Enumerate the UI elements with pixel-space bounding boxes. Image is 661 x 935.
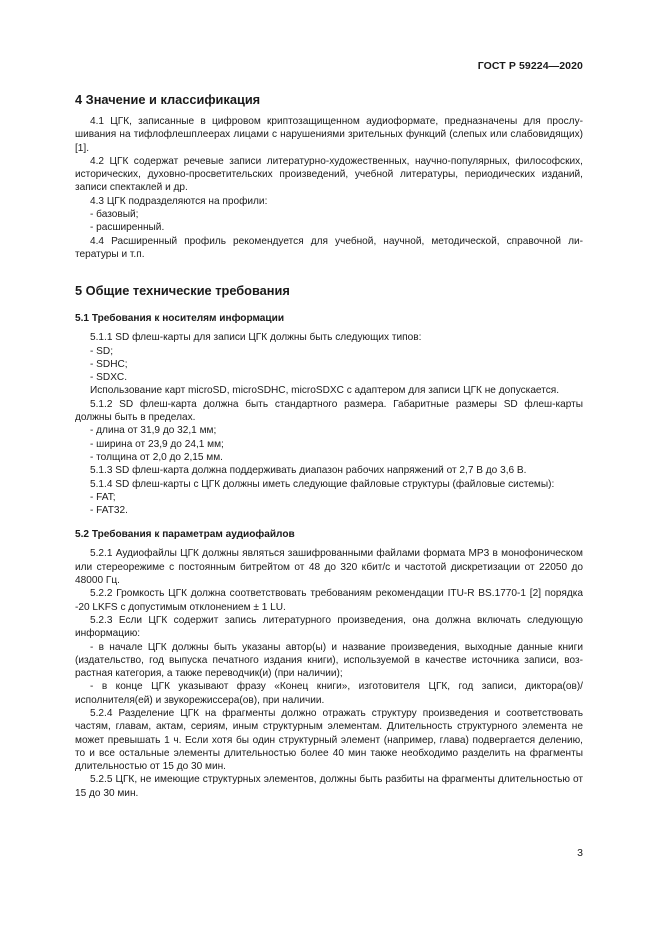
list-item: - длина от 31,9 до 32,1 мм;: [90, 425, 217, 437]
subsection-5-2-title: 5.2 Требования к параметрам аудиофайлов: [75, 529, 295, 541]
paragraph-5-1-3: 5.1.3 SD флеш-карта должна поддерживать диапазон рабочих напряжений от 2,7 В до 3,6 В.: [90, 465, 527, 477]
list-item: - SDHC;: [90, 358, 128, 370]
paragraph-4-4: 4.4 Расширенный профиль рекомендуется для учебной, научной, методической, справочной литературы и т.п.: [75, 235, 583, 260]
list-item: - расширенный.: [90, 222, 165, 234]
paragraph-5-1-1-note: Использование карт microSD, microSDHC, microSDXC с адаптером для записи ЦГК не допускается.: [90, 385, 560, 397]
list-item: - в конце ЦГК указывают фразу «Конец книги», изготовителя ЦГК, год записи, диктора(ов)/ исполнителя(ей) и звукорежиссера(ов), при наличии.: [75, 681, 583, 706]
list-item: - SDXC.: [90, 372, 128, 384]
list-item: - FAT32.: [90, 505, 128, 517]
paragraph-5-2-5: 5.2.5 ЦГК, не имеющие структурных элементов, должны быть разбиты на фрагменты длительностью от 15 до 30 мин.: [75, 774, 583, 799]
list-item: - ширина от 23,9 до 24,1 мм;: [90, 438, 224, 450]
list-item: - в начале ЦГК должны быть указаны автор(ы) и название произведения, выходные данные книги (издательство, год выпуска печатного издания книги), используемой в качестве источника записи, возрастная категория, а также переводчик(и) (при наличии);: [75, 641, 583, 680]
paragraph-5-1-1: 5.1.1 SD флеш-карты для записи ЦГК должны быть следующих типов:: [90, 332, 422, 344]
paragraph-5-1-4: 5.1.4 SD флеш-карты с ЦГК должны иметь следующие файловые структуры (файловые системы):: [90, 478, 555, 490]
paragraph-4-2: 4.2 ЦГК содержат речевые записи литературно-художественных, научно-популярных, философских, исторических, духовно-просветительских произведений, учебной литературы, периодических изданий, записи спектаклей и др.: [75, 155, 583, 194]
paragraph-5-2-3: 5.2.3 Если ЦГК содержит запись литературного произведения, она должна включать следующую информацию:: [75, 614, 583, 640]
paragraph-5-2-2: 5.2.2 Громкость ЦГК должна соответствовать требованиям рекомендации ITU-R BS.1770-1 [2] порядка -20 LKFS с допустимым отклонением ± 1 LU.: [75, 588, 583, 613]
paragraph-5-2-4: 5.2.4 Разделение ЦГК на фрагменты должно отражать структуру произведения и соответствовать частям, главам, актам, сериям, иным структурным элементам. Длительность структурного элемента не может превышать 1 ч. Если хотя бы один структурный элемент (например, глава) подвергается делению, то и все остальные элементы длительностью более 40 мин также необходимо разделить на фрагменты длительностью от 15 до 30 мин.: [75, 707, 583, 773]
section-5-title: 5 Общие технические требования: [75, 283, 290, 299]
paragraph-4-1: 4.1 ЦГК, записанные в цифровом криптозащищенном аудиоформате, предназначены для прослушивания на тифлофлешплеерах лицами с нарушениями зрительных функций (слепых или слабовидящих) [1].: [75, 116, 583, 154]
standard-number: ГОСТ Р 59224—2020: [477, 60, 583, 72]
list-item: - FAT;: [90, 491, 116, 503]
subsection-5-1-title: 5.1 Требования к носителям информации: [75, 313, 285, 325]
document-body: [75, 92, 583, 800]
section-4-title: 4 Значение и классификация: [75, 92, 261, 107]
list-item: - SD;: [90, 345, 113, 357]
paragraph-5-2-1: 5.2.1 Аудиофайлы ЦГК должны являться зашифрованными файлами формата МР3 в монофоническом или стереорежиме с постоянным битрейтом от 48 до 320 кбит/с и частотой дискретизации от 22050 до 48000 Гц.: [75, 548, 583, 587]
paragraph-4-3: 4.3 ЦГК подразделяются на профили:: [90, 195, 268, 207]
list-item: - толщина от 2,0 до 2,15 мм.: [90, 451, 223, 463]
list-item: - базовый;: [90, 209, 139, 221]
paragraph-5-1-2: 5.1.2 SD флеш-карта должна быть стандартного размера. Габаритные размеры SD флеш-карты должны быть в пределах.: [75, 398, 583, 424]
page-number: 3: [577, 847, 583, 859]
